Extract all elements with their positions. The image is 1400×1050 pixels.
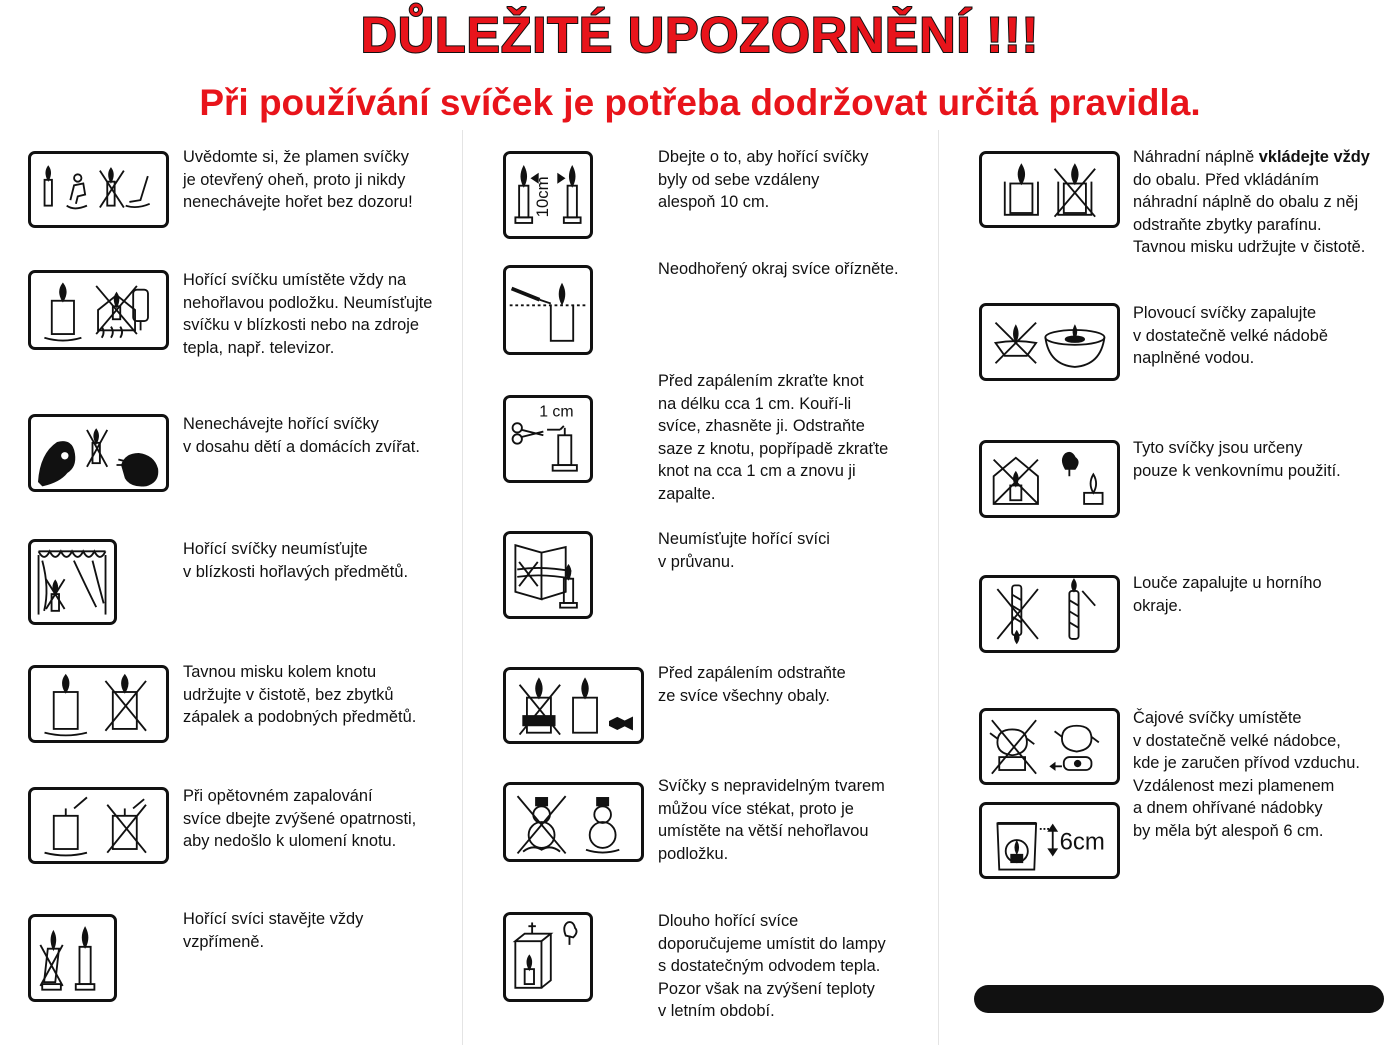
height-label: 6cm [1059,828,1105,856]
distance-icon [503,151,593,239]
page-subtitle: Při používání svíček je potřeba dodržovat určitá pravidla. [199,82,1201,123]
rule-text: Nenechávejte hořící svíčky v dosahu dětí a domácích zvířat. [183,415,420,456]
rule-text: Čajové svíčky umístěte v dostatečně velké nádobce, kde je zaručen přívod vzduchu. Vzdálenost mezi plamenem a dnem ohřívané nádobky by měla být alespoň 6 cm. [1133,709,1360,840]
wick-length-label: 1 cm [539,403,574,421]
clean-pool-icon [28,665,169,743]
rule-text: Neodhořený okraj svíce ořízněte. [658,260,899,278]
floating-candle-icon [979,303,1120,381]
column-divider [462,130,463,1045]
children-pets-icon [28,414,169,492]
rule-text: Plovoucí svíčky zapalujte v dostatečně velké nádobě naplněné vodou. [1133,304,1329,367]
curtain-icon [28,539,117,625]
relight-icon [28,787,169,864]
page-title: DŮLEŽITÉ UPOZORNĚNÍ !!! [360,7,1040,63]
rule-text-start: Náhradní náplně [1133,148,1259,166]
rule-text: Hořící svíci stavějte vždy vzpřímeně. [183,910,364,951]
trim-edge-icon [503,265,593,355]
rule-text: Tavnou misku kolem knotu udržujte v čistotě, bez zbytků zápalek a podobných předmětů. [183,663,417,726]
rule-text: Při opětovném zapalování svíce dbejte zvýšené opatrnosti, aby nedošlo k ulomení knotu. [183,787,417,850]
distance-label: 10cm [533,176,552,218]
tealight-icon [979,802,1120,879]
rule-text: Před zapálením odstraňte ze svíce všechny obaly. [658,664,846,705]
rule-text: Před zapálením zkraťte knot na délku cca 1 cm. Kouří-li svíce, zhasněte ji. Odstraňte saze z knotu, popřípadě zkraťte knot na cca 1 cm a znovu ji zapalte. [658,372,889,503]
torch-icon [979,575,1120,653]
rule-text: Hořící svíčku umístěte vždy na nehořlavou podložku. Neumísťujte svíčku v blízkosti nebo na zdroje tepla, např. televizor. [183,271,433,357]
rule-text-end: do obalu. Před vkládáním náhradní náplně do obalu z něj odstraňte zbytky parafínu. Tavnou misku udržujte v čistotě. [1133,170,1366,256]
outdoor-only-icon [979,440,1120,518]
shaped-candle-icon [503,782,644,862]
upright-candle-icon [28,914,117,1002]
rule-text: Svíčky s nepravidelným tvarem můžou více stékat, proto je umístěte na větší nehořlavou podložku. [658,777,885,863]
rule-text: Tyto svíčky jsou určeny pouze k venkovnímu použití. [1133,439,1341,480]
rule-text-emphasis: vkládejte vždy [1258,148,1370,166]
refill-icon [979,151,1120,228]
decorative-bar [974,985,1384,1013]
rule-text: Hořící svíčky neumísťujte v blízkosti hořlavých předmětů. [183,540,409,581]
heat-source-icon [28,270,169,350]
rule-text [1133,146,1398,259]
rule-text: Dbejte o to, aby hořící svíčky byly od sebe vzdáleny alespoň 10 cm. [658,148,869,211]
unattended-candle-icon [28,151,169,228]
lantern-icon [503,912,593,1002]
trim-wick-icon [503,395,593,483]
teapot-warmer-icon [979,708,1120,785]
rule-text: Louče zapalujte u horního okraje. [1133,574,1322,615]
column-divider [938,130,939,1045]
rule-text: Dlouho hořící svíce doporučujeme umístit do lampy s dostatečným odvodem tepla. Pozor však na zvýšení teploty v letním období. [658,912,886,1020]
rule-text: Uvědomte si, že plamen svíčky je otevřený oheň, proto ji nikdy nenechávejte hořet bez dozoru! [183,148,413,211]
remove-wrapping-icon [503,667,644,744]
draft-icon [503,531,593,619]
rule-text: Neumísťujte hořící svíci v průvanu. [658,530,830,571]
